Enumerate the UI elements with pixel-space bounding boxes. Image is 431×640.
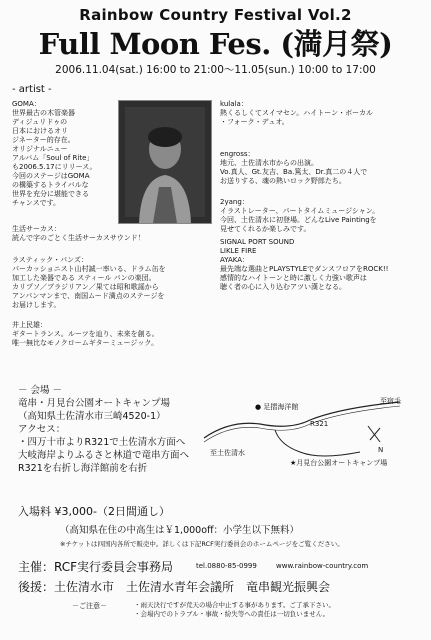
artist-name: ラスティック・パンズ： [12, 256, 88, 264]
map-label-museum: ● 足摺海洋館 [255, 403, 299, 411]
artist-kulala [220, 100, 425, 127]
organizer-tel: tel.0880-85-0999 [196, 562, 257, 570]
local-road [275, 430, 360, 456]
access-directions: ・四万十市よりR321で土佐清水方面へ 大岐海岸よりふるさと林道で竜串方面へ R321を右折し海洋館前を右折 [18, 437, 190, 474]
artist-description: パーカッショニスト山村誠一率いる、ドラム缶を 加工した楽器である スティール パンの楽団。 カリプソ／ブラジリアン／果ては昭和歌謡から アンパンマンまで、南国ムード満点のステージを お届けします。 [12, 265, 166, 309]
ticket-note: ※チケットは四国内各所で販売中。詳しくは下記RCF実行委員会のホームページをご覧ください。 [60, 540, 344, 548]
artist-signal-port-sound [220, 238, 425, 292]
artist-description: 世界最古の木管楽器 ディジュリドゥの 日本におけるオリ ジネーター的存在。 オリジナルニュー アルバム「Soul of Rite」 も2006.5.17にリリース。 今回のステージはGOMA の構築するトライバルな 世界を充分に堪能できる チャンスです。 [12, 109, 97, 207]
map-label-r321: R321 [310, 420, 329, 428]
artist-inoue-tamio [12, 321, 212, 348]
artist-description: 読んで字のごとく生活サーカスサウンド！ [12, 234, 145, 242]
map-label-to-sukumo: 至宿毛 [380, 397, 401, 405]
map-label-north: N [378, 446, 384, 454]
artist-engross [220, 150, 425, 186]
artist-goma [12, 100, 116, 208]
map-label-campsite: ★月見台公園オートキャンプ場 [290, 459, 388, 467]
organizer-website: www.rainbow-country.com [276, 562, 369, 570]
venue-address: （高知県土佐清水市三崎4520-1） [18, 411, 166, 422]
caution-label: －ご注意－ [72, 602, 107, 610]
access-heading: アクセス： [18, 424, 66, 435]
festival-main-title: Full Moon Fes. (満月祭) [38, 27, 393, 61]
artist-description: 地元、土佐清水市からの出演。 Vo.真人、Gt.友吉、Ba.篤太、Dr.真二の４人で お送りする、魂の熱いロック野郎たち。 [220, 159, 368, 185]
artist-section-heading: - artist - [12, 84, 52, 95]
supporters: 後援：土佐清水市 土佐清水青年会議所 竜串観光振興会 [18, 580, 331, 594]
artist-description: 熱くるしくてスイマセン。ハイトーン・ボーカル ・フォーク・デュオ。 [220, 109, 374, 126]
organizer: 主催：RCF実行委員会事務局 [18, 560, 174, 574]
artist-seikatsu-circus [12, 225, 212, 243]
artist-name: 生活サーカス： [12, 225, 61, 233]
artist-rustic-pans [12, 256, 212, 310]
road-r321-line [204, 402, 400, 438]
artist-photo-image [119, 101, 211, 223]
artist-2yang [220, 198, 425, 234]
venue-heading: － 会場 － [18, 385, 63, 396]
artist-name: 井上民雄： [12, 321, 47, 329]
artist-name: GOMA： [12, 100, 41, 108]
admission-fee: 入場料 ¥3,000-（2日間通し） [18, 505, 170, 518]
artist-photo [118, 100, 212, 224]
admission-discount: （高知県在住の中高生は￥1,000off：小学生以下無料） [60, 525, 300, 536]
artist-description: 最先端な選曲とPLAYSTYLEでダンスフロアをROCK!! 感情的なハイトーンと時に激しく力強い歌声は 聴く者の心に入り込むアツい漢となる。 [220, 265, 389, 291]
north-arrow-icon [368, 426, 380, 442]
artist-description: ギタートランス。ルーツを辿り、未来を創る。 唯一無比なモノクロームギターミュージック。 [12, 330, 159, 347]
artist-name: kulala： [220, 100, 248, 108]
artist-name: engross： [220, 150, 255, 158]
festival-date: 2006.11.04(sat.) 16:00 to 21:00～11.05(sun.) 10:00 to 17:00 [55, 64, 376, 76]
artist-description: イラストレーター、パートタイムミュージシャン。 今回、土佐清水に初登場。どんなLive Paintingを 見せてくれるか楽しみです。 [220, 207, 380, 233]
venue-name: 竜串・月見台公園オートキャンプ場 [18, 398, 171, 409]
artist-name: SIGNAL PORT SOUND LIKLE FIRE AYAKA： [220, 238, 295, 264]
festival-series-title: Rainbow Country Festival Vol.2 [79, 6, 352, 24]
artist-name: 2yang： [220, 198, 249, 206]
map-label-to-tosashimizu: 至土佐清水 [210, 449, 245, 457]
caution-text: ・雨天決行ですが荒天の場合中止する事があります。ご了承下さい。 ・会場内でのトラブル・事故・紛失等への責任は一切負いません。 [134, 601, 335, 618]
coastline [204, 406, 400, 442]
